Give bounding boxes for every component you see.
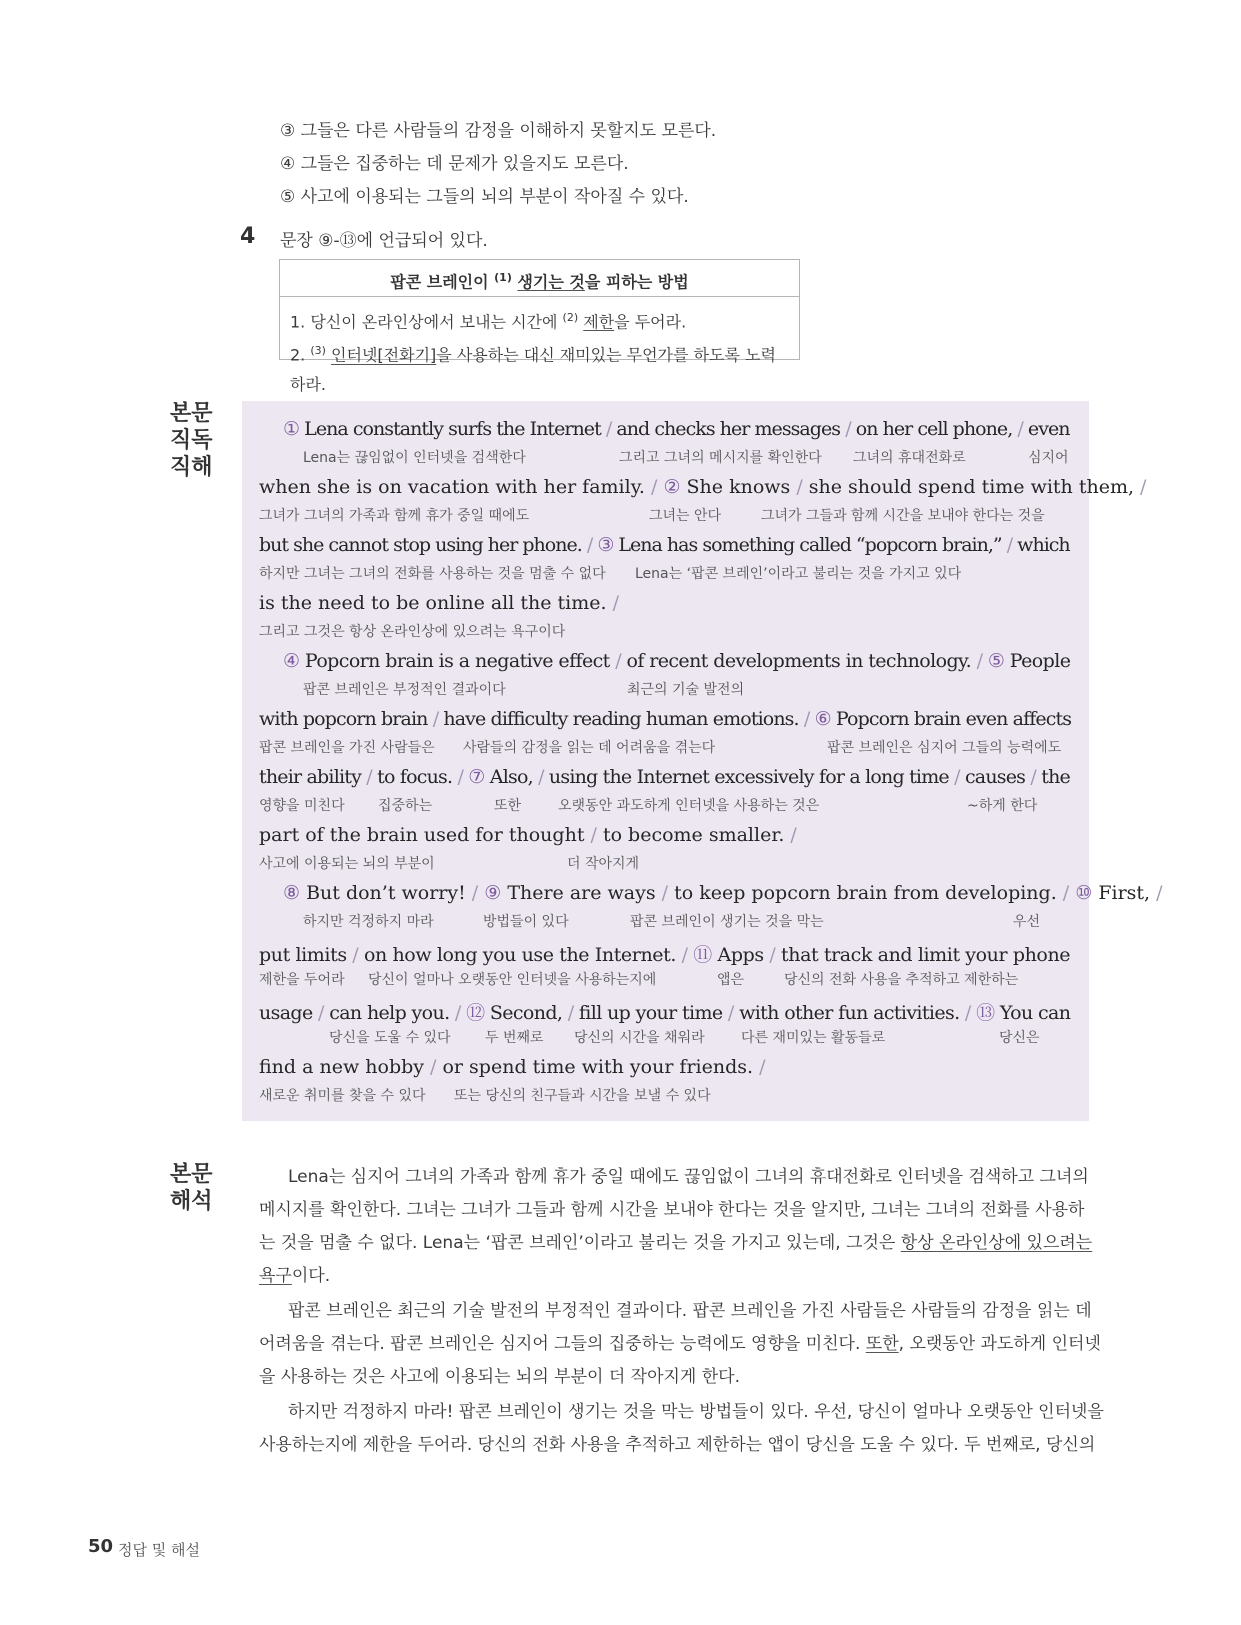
gloss: 심지어 xyxy=(1028,450,1069,466)
sentence-number: ⑥ xyxy=(814,708,831,730)
gloss: 또한 xyxy=(494,798,522,814)
chunk: ⑫ Second, xyxy=(466,1002,563,1024)
sentence-number: ① xyxy=(283,418,300,440)
text-span: , 오랫동안 과도하게 인터넷 xyxy=(898,1334,1101,1354)
chunk: that track and limit your phone xyxy=(781,944,1071,966)
english-line-4: is the need to be online all the time. / xyxy=(259,592,620,614)
gloss: Lena는 ‘팝콘 브레인’이라고 불리는 것을 가지고 있다 xyxy=(635,566,962,582)
chunk: usage xyxy=(259,1002,313,1024)
row2-text: 2. xyxy=(290,345,311,365)
gloss: 집중하는 xyxy=(378,798,433,814)
sentence-number: ⑤ xyxy=(987,650,1005,672)
underlined-answer: 욕구 xyxy=(259,1266,292,1286)
answer-table-body xyxy=(280,297,799,399)
gloss: 사람들의 감정을 읽는 데 어려움을 겪는다 xyxy=(463,740,716,756)
gloss: 사고에 이용되는 뇌의 부분이 xyxy=(259,856,435,872)
gloss: 오랫동안 과도하게 인터넷을 사용하는 것은 xyxy=(558,798,820,814)
english-line-1: ① Lena constantly surfs the Internet / and checks her messages / on her cell phone, / even xyxy=(283,418,1070,440)
row2-text-end: 을 사용하는 대신 재미있는 무언가를 하도록 노력하라. xyxy=(290,345,776,394)
table-row-1 xyxy=(290,303,789,336)
gloss: 제한을 두어라 xyxy=(259,972,345,988)
chunk: when she is on vacation with her family. xyxy=(259,476,645,498)
gloss: 하지만 걱정하지 마라 xyxy=(303,914,434,930)
chunk: to keep popcorn brain from developing. xyxy=(674,882,1057,904)
english-line-8: part of the brain used for thought / to become smaller. / xyxy=(259,824,797,846)
english-line-9: ⑧ But don’t worry! / ⑨ There are ways / to keep popcorn brain from developing. / ⑩ First, / xyxy=(283,882,1163,904)
section-label-line: 해석 xyxy=(170,1189,213,1214)
chunk: to focus. xyxy=(377,766,453,788)
answer-table xyxy=(279,259,800,394)
chunk: ⑧ But don’t worry! xyxy=(283,882,466,904)
chunk: and checks her messages xyxy=(616,418,841,440)
sentence-number: ③ xyxy=(597,534,614,556)
gloss: 새로운 취미를 찾을 수 있다 xyxy=(259,1088,426,1104)
gloss: 그녀가 그들과 함께 시간을 보내야 한다는 것을 xyxy=(761,508,1045,524)
chunk: find a new hobby xyxy=(259,1056,424,1078)
table-head-text-end: 을 피하는 방법 xyxy=(584,272,689,292)
translation-line: 사용하는지에 제한을 두어라. 당신의 전화 사용을 추적하고 제한하는 앱이 당신을 도울 수 있다. 두 번째로, 당신의 xyxy=(259,1435,1096,1455)
sentence-number: ⑪ xyxy=(693,944,712,966)
text-span: 이다. xyxy=(291,1266,331,1286)
chunk: the xyxy=(1041,766,1070,788)
answer-option-5: ⑤ 사고에 이용되는 그들의 뇌의 부분이 작아질 수 있다. xyxy=(280,187,689,207)
gloss: 다른 재미있는 활동들로 xyxy=(741,1030,886,1046)
chunk: with popcorn brain xyxy=(259,708,428,730)
table-row-2 xyxy=(290,336,789,398)
gloss: 방법들이 있다 xyxy=(483,914,569,930)
chunk: even xyxy=(1027,418,1070,440)
chunk: have difficulty reading human emotions. xyxy=(443,708,799,730)
sentence-number: ⑦ xyxy=(468,766,485,788)
section-label-line: 본문 xyxy=(170,401,213,426)
english-line-10: put limits / on how long you use the Internet. / ⑪ Apps / that track and limit your phone xyxy=(259,944,1071,966)
chunk: but she cannot stop using her phone. xyxy=(259,534,582,556)
gloss: 최근의 기술 발전의 xyxy=(627,682,745,698)
chunk: using the Internet excessively for a long time xyxy=(548,766,949,788)
sentence-number: ② xyxy=(663,476,681,498)
gloss: 그녀가 그녀의 가족과 함께 휴가 중일 때에도 xyxy=(259,508,530,524)
translation-line xyxy=(259,1228,1093,1253)
gloss: 더 작아지게 xyxy=(567,856,640,872)
gloss: 또는 당신의 친구들과 시간을 보낼 수 있다 xyxy=(454,1088,711,1104)
blank-mark-3: (3) xyxy=(310,344,326,358)
chunk: on her cell phone, xyxy=(855,418,1013,440)
english-line-5: ④ Popcorn brain is a negative effect / of recent developments in technology. / ⑤ People xyxy=(283,650,1071,672)
translation-line: 하지만 걱정하지 마라! 팝콘 브레인이 생기는 것을 막는 방법들이 있다. 우선, 당신이 얼마나 오랫동안 인터넷을 xyxy=(288,1402,1104,1422)
section-label-reading xyxy=(170,400,213,481)
chunk: is the need to be online all the time. xyxy=(259,592,607,614)
chunk: ⑤ People xyxy=(987,650,1071,672)
underlined-answer: 항상 온라인상에 있으려는 xyxy=(900,1233,1093,1253)
chunk: of recent developments in technology. xyxy=(626,650,972,672)
row1-text: 1. 당신이 온라인상에서 보내는 시간에 xyxy=(290,312,563,332)
english-line-12: find a new hobby / or spend time with your friends. / xyxy=(259,1056,766,1078)
chunk: ⑩ First, xyxy=(1075,882,1151,904)
chunk: ⑦ Also, xyxy=(468,766,533,788)
chunk: can help you. xyxy=(329,1002,450,1024)
chunk: ④ Popcorn brain is a negative effect xyxy=(283,650,610,672)
blank-answer-3: 인터넷[전화기] xyxy=(331,345,437,365)
gloss: ~하게 한다 xyxy=(967,798,1038,814)
translation-line xyxy=(259,1329,1101,1354)
gloss: 우선 xyxy=(1013,914,1041,930)
section-label-line: 직해 xyxy=(170,455,213,480)
underlined-answer: 또한 xyxy=(865,1334,899,1354)
gloss: 그리고 그녀의 메시지를 확인한다 xyxy=(619,450,822,466)
chunk: ⑬ You can xyxy=(976,1002,1071,1024)
section-label-line: 본문 xyxy=(170,1162,213,1187)
gloss: 당신의 시간을 채워라 xyxy=(574,1030,705,1046)
answer-table-head xyxy=(280,260,799,297)
gloss: 그녀의 휴대전화로 xyxy=(853,450,966,466)
gloss: 영향을 미친다 xyxy=(259,798,345,814)
chunk: ⑥ Popcorn brain even affects xyxy=(814,708,1072,730)
gloss: 팝콘 브레인은 심지어 그들의 능력에도 xyxy=(827,740,1062,756)
chunk: ⑪ Apps xyxy=(693,944,764,966)
chunk: put limits xyxy=(259,944,347,966)
chunk: fill up your time xyxy=(578,1002,723,1024)
section-label-translation xyxy=(170,1161,213,1215)
sentence-number: ④ xyxy=(283,650,300,672)
blank-mark-2: (2) xyxy=(562,311,579,324)
text-span: 는 것을 멈출 수 없다. Lena는 ‘팝콘 브레인’이라고 불리는 것을 가지고 있는데, 그것은 xyxy=(259,1233,901,1253)
answer-option-4: ④ 그들은 집중하는 데 문제가 있을지도 모른다. xyxy=(280,154,629,174)
gloss: 당신이 얼마나 오랫동안 인터넷을 사용하는지에 xyxy=(368,972,657,988)
chunk: she should spend time with them, xyxy=(808,476,1135,498)
chunk: on how long you use the Internet. xyxy=(363,944,676,966)
chunk: ③ Lena has something called “popcorn brain,” xyxy=(597,534,1002,556)
translation-line: 메시지를 확인한다. 그녀는 그녀가 그들과 함께 시간을 보내야 한다는 것을 알지만, 그녀는 그녀의 전화를 사용하 xyxy=(259,1200,1085,1220)
blank-answer-1: 생기는 것 xyxy=(517,272,585,292)
gloss: 팝콘 브레인을 가진 사람들은 xyxy=(259,740,435,756)
english-line-3: but she cannot stop using her phone. / ③ Lena has something called “popcorn brain,” / which xyxy=(259,534,1070,556)
chunk: which xyxy=(1017,534,1070,556)
sentence-number: ⑩ xyxy=(1075,882,1093,904)
translation-line xyxy=(259,1261,1070,1286)
translation-line: Lena는 심지어 그녀의 가족과 함께 휴가 중일 때에도 끊임없이 그녀의 휴대전화로 인터넷을 검색하고 그녀의 xyxy=(288,1167,1089,1187)
gloss: Lena는 끊임없이 인터넷을 검색한다 xyxy=(303,450,526,466)
gloss: 당신을 도울 수 있다 xyxy=(329,1030,451,1046)
gloss: 두 번째로 xyxy=(485,1030,544,1046)
gloss: 팝콘 브레인이 생기는 것을 막는 xyxy=(630,914,824,930)
chunk: to become smaller. xyxy=(602,824,785,846)
gloss: 당신은 xyxy=(999,1030,1040,1046)
row1-text-end: 을 두어라. xyxy=(614,312,687,332)
question-text: 문장 ⑨-⑬에 언급되어 있다. xyxy=(280,231,488,251)
sentence-number: ⑫ xyxy=(466,1002,485,1024)
table-head-text: 팝콘 브레인이 xyxy=(390,272,495,292)
question-number: 4 xyxy=(240,224,256,249)
answer-option-3: ③ 그들은 다른 사람들의 감정을 이해하지 못할지도 모른다. xyxy=(280,121,717,141)
chunk: ① Lena constantly surfs the Internet xyxy=(283,418,601,440)
chunk: ② She knows xyxy=(663,476,791,498)
gloss: 그녀는 안다 xyxy=(649,508,722,524)
english-line-2: when she is on vacation with her family. / ② She knows / she should spend time with them, / xyxy=(259,476,1147,498)
gloss: 하지만 그녀는 그녀의 전화를 사용하는 것을 멈출 수 없다 xyxy=(259,566,606,582)
chunk: part of the brain used for thought xyxy=(259,824,585,846)
blank-answer-2: 제한 xyxy=(583,312,615,332)
sentence-number: ⑧ xyxy=(283,882,301,904)
chunk: causes xyxy=(964,766,1026,788)
blank-mark-1: (1) xyxy=(494,271,512,284)
chunk: or spend time with your friends. xyxy=(442,1056,754,1078)
sentence-number: ⑬ xyxy=(976,1002,995,1024)
text-span: 어려움을 겪는다. 팝콘 브레인은 심지어 그들의 집중하는 능력에도 영향을 미친다. xyxy=(259,1334,866,1354)
gloss: 그리고 그것은 항상 온라인상에 있으려는 욕구이다 xyxy=(259,624,566,640)
translation-body xyxy=(259,1162,1104,1462)
gloss: 팝콘 브레인은 부정적인 결과이다 xyxy=(303,682,506,698)
page-number: 50 xyxy=(88,1536,114,1557)
english-line-7: their ability / to focus. / ⑦ Also, / using the Internet excessively for a long time / causes / the xyxy=(259,766,1070,788)
chunk: ⑨ There are ways xyxy=(484,882,656,904)
section-label-line: 직독 xyxy=(170,428,213,453)
gloss: 당신의 전화 사용을 추적하고 제한하는 xyxy=(784,972,1019,988)
gloss: 앱은 xyxy=(717,972,745,988)
translation-line: 팝콘 브레인은 최근의 기술 발전의 부정적인 결과이다. 팝콘 브레인을 가진 사람들은 사람들의 감정을 읽는 데 xyxy=(288,1301,1092,1321)
chunk: their ability xyxy=(259,766,362,788)
english-line-6: with popcorn brain / have difficulty reading human emotions. / ⑥ Popcorn brain even affects xyxy=(259,708,1072,730)
footer-label: 정답 및 해설 xyxy=(118,1541,200,1559)
sentence-number: ⑨ xyxy=(484,882,502,904)
translation-line: 을 사용하는 것은 사고에 이용되는 뇌의 부분이 더 작아지게 한다. xyxy=(259,1367,741,1387)
english-line-11: usage / can help you. / ⑫ Second, / fill up your time / with other fun activities. / ⑬ You can xyxy=(259,1002,1071,1024)
chunk: with other fun activities. xyxy=(739,1002,960,1024)
